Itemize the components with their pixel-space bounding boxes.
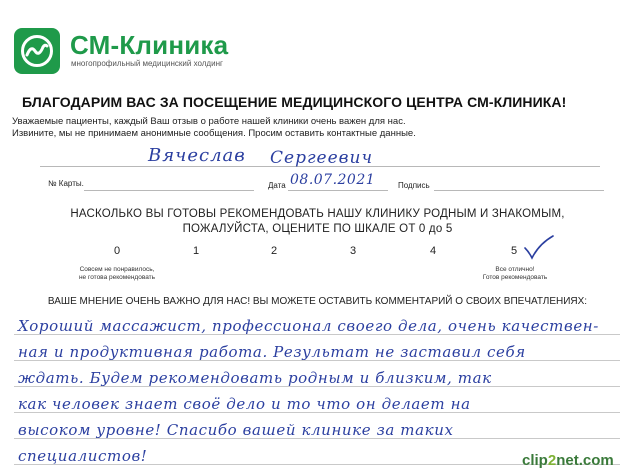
comment-line: специалистов!	[18, 447, 148, 465]
signature-line	[434, 190, 604, 191]
score-2: 2	[270, 245, 278, 257]
scale-low-note: Совсем не понравилось, не готова рекомендовать	[78, 266, 156, 281]
comment-line: высоком уровне! Спасибо вашей клинике за таких	[18, 421, 454, 439]
cm-clinic-logo-icon	[14, 28, 60, 74]
logo-subtitle: многопрофильный медицинский холдинг	[71, 59, 223, 68]
score-1: 1	[192, 245, 200, 257]
recommend-question-line: ПОЖАЛУЙСТА, ОЦЕНИТЕ ПО ШКАЛЕ ОТ 0 до 5	[182, 223, 453, 235]
clip2net-watermark: clip2net.com	[522, 452, 614, 469]
intro-line: Извините, мы не принимаем анонимные сообщения. Просим оставить контактные данные.	[12, 128, 416, 139]
comment-line: ждать. Будем рекомендовать родным и близким, так	[18, 369, 492, 387]
logo-name: СМ-Клиника	[70, 30, 229, 60]
handwritten-check-icon	[523, 234, 555, 262]
score-4: 4	[429, 245, 437, 257]
logo-wave-icon	[25, 43, 49, 59]
page-title: БЛАГОДАРИМ ВАС ЗА ПОСЕЩЕНИЕ МЕДИЦИНСКОГО ЦЕНТРА СМ-КЛИНИКА!	[22, 94, 567, 110]
intro-text	[12, 116, 416, 140]
score-0: 0	[113, 245, 121, 257]
handwritten-patronymic: Сергеевич	[270, 148, 374, 168]
card-number-label: № Карты.	[48, 179, 84, 188]
signature-label: Подпись	[398, 181, 430, 190]
scale-high-note: Все отлично! Готов рекомендовать	[482, 266, 548, 281]
recommend-question-line: НАСКОЛЬКО ВЫ ГОТОВЫ РЕКОМЕНДОВАТЬ НАШУ КЛИНИКУ РОДНЫМ И ЗНАКОМЫМ,	[70, 208, 565, 220]
date-line	[288, 190, 388, 191]
score-5: 5	[510, 245, 518, 257]
comment-heading: ВАШЕ МНЕНИЕ ОЧЕНЬ ВАЖНО ДЛЯ НАС! ВЫ МОЖЕТЕ ОСТАВИТЬ КОММЕНТАРИЙ О СВОИХ ВПЕЧАТЛЕНИЯХ:	[47, 296, 588, 307]
comment-line: ная и продуктивная работа. Результат не заставил себя	[18, 343, 526, 361]
date-label: Дата	[268, 181, 286, 190]
handwritten-date: 08.07.2021	[290, 172, 376, 188]
handwritten-first-name: Вячеслав	[148, 145, 246, 166]
intro-line: Уважаемые пациенты, каждый Ваш отзыв о работе нашей клиники очень важен для нас.	[12, 116, 406, 127]
comment-line: как человек знает своё дело и то что он делает на	[18, 395, 471, 413]
score-3: 3	[349, 245, 357, 257]
card-number-line	[84, 190, 254, 191]
comment-line: Хороший массажист, профессионал своего дела, очень качествен-	[18, 317, 599, 335]
